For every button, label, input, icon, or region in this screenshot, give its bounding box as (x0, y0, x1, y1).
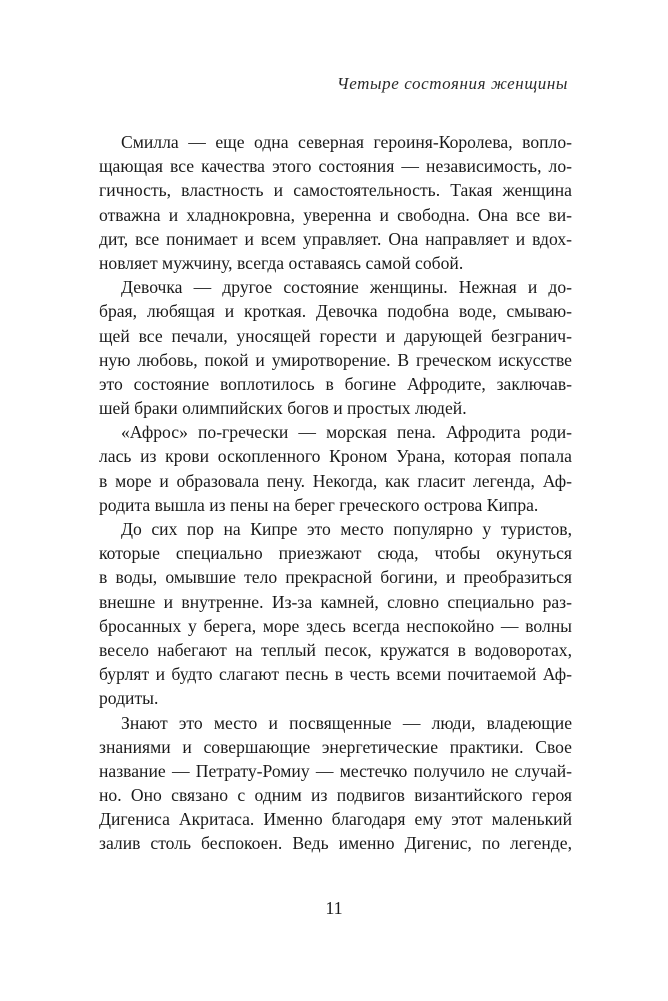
text-line: это состояние воплотилось в богине Афродите, заключав- (99, 373, 572, 394)
text-line: гичность, властность и самостоятельность. Такая женщина (99, 180, 572, 201)
text-line: залив столь беспокоен. Ведь именно Дигенис, по легенде, (99, 833, 572, 854)
text-line: весело набегают на теплый песок, кружатся в водоворотах, (99, 639, 572, 660)
text-line: бурлят и будто слагают песнь в честь всеми почитаемой Аф- (99, 664, 572, 685)
paragraph-5 (99, 711, 572, 856)
text-line: новляет мужчину, всегда оставаясь самой собой. (99, 252, 464, 273)
body-text (99, 130, 572, 856)
text-line: Дигениса Акритаса. Именно благодаря ему этот маленький (99, 809, 572, 830)
text-line: в воды, омывшие тело прекрасной богини, и преобразиться (99, 567, 572, 588)
text-line: Смилла — еще одна северная героиня-Королева, вопло- (121, 132, 572, 152)
text-line: знаниями и совершающие энергетические практики. Свое (99, 736, 572, 757)
paragraph-2 (99, 275, 572, 420)
text-line: внешне и внутренне. Из-за камней, словно специально раз- (99, 591, 572, 612)
text-line: брая, любящая и кроткая. Девочка подобна воде, смываю- (99, 301, 572, 322)
text-line: шей браки олимпийских богов и простых людей. (99, 398, 467, 419)
text-line: До сих пор на Кипре это место популярно у туристов, (121, 519, 572, 539)
text-line: бросанных у берега, море здесь всегда неспокойно — волны (99, 615, 572, 636)
text-line: щающая все качества этого состояния — независимость, ло- (99, 156, 572, 177)
page-number: 11 (325, 898, 343, 918)
text-line: родиты. (99, 688, 159, 709)
paragraph-3 (99, 420, 572, 517)
text-line: в море и образовала пену. Некогда, как гласит легенда, Аф- (99, 470, 572, 491)
running-head-title: Четыре состояния женщины (336, 74, 568, 93)
text-line: название — Петрату-Ромиу — местечко получило не случай- (99, 760, 572, 781)
paragraph-1 (99, 130, 572, 275)
text-line: ную любовь, покой и умиротворение. В греческом искусстве (99, 349, 572, 370)
paragraph-4 (99, 517, 572, 711)
text-line: но. Оно связано с одним из подвигов византийского героя (99, 785, 572, 806)
text-line: родита вышла из пены на берег греческого острова Кипра. (99, 494, 539, 515)
text-line: дит, все понимает и всем управляет. Она направляет и вдох- (99, 228, 572, 249)
text-line: «Афрос» по-гречески — морская пена. Афродита роди- (121, 422, 572, 443)
text-line: Знают это место и посвященные — люди, владеющие (121, 712, 572, 733)
text-line: Девочка — другое состояние женщины. Нежная и до- (121, 277, 572, 298)
text-line: которые специально приезжают сюда, чтобы окунуться (99, 543, 572, 564)
text-line: лась из крови оскопленного Кроном Урана, которая попала (99, 446, 572, 467)
text-line: отважна и хладнокровна, уверенна и свободна. Она все ви- (99, 204, 572, 225)
text-line: щей все печали, уносящей горести и дарующей безгранич- (99, 325, 572, 346)
